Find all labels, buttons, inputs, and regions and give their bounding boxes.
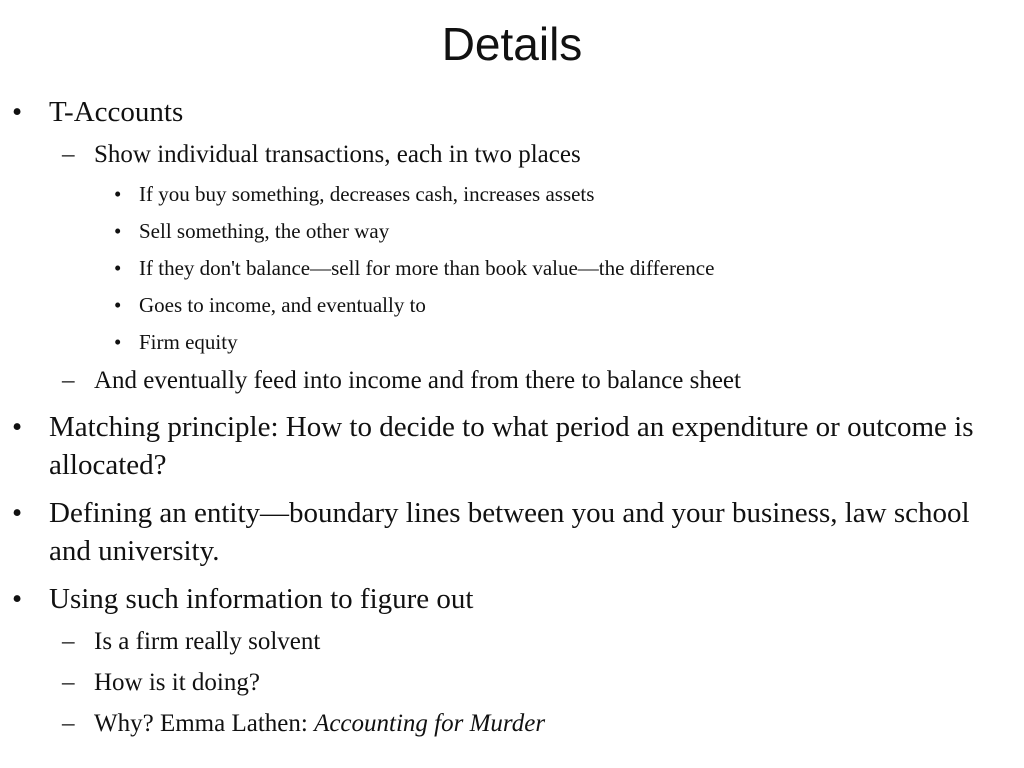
sub-bullet-text: Is a firm really solvent (94, 628, 321, 655)
sub-bullet-item (0, 625, 1024, 659)
sub-sub-bullet-text: Firm equity (139, 330, 238, 354)
bullet-icon: • (114, 293, 122, 317)
bullet-item (0, 494, 1024, 570)
bullet-icon: • (114, 219, 122, 243)
bullet-item (0, 580, 1024, 618)
dash-icon: – (62, 628, 75, 655)
bullet-icon: • (12, 497, 23, 529)
sub-bullet-text: Show individual transactions, each in two places (94, 141, 581, 168)
bullet-icon: • (114, 256, 122, 280)
bullet-icon: • (114, 182, 122, 206)
sub-sub-bullet-item (0, 180, 1024, 209)
sub-sub-bullet-text: If they don't balance—sell for more than book value—the difference (139, 256, 715, 280)
bullet-icon: • (114, 330, 122, 354)
sub-sub-bullet-item (0, 217, 1024, 246)
dash-icon: – (62, 141, 75, 168)
slide-body (0, 93, 1024, 741)
sub-bullet-text: And eventually feed into income and from there to balance sheet (94, 367, 741, 394)
sub-bullet-item (0, 138, 1024, 172)
bullet-icon: • (12, 96, 23, 128)
bullet-text: Using such information to figure out (49, 583, 474, 615)
book-title: Accounting for Murder (314, 710, 546, 737)
sub-sub-bullet-text: Goes to income, and eventually to (139, 293, 426, 317)
sub-bullet-text: How is it doing? (94, 669, 260, 696)
bullet-icon: • (12, 583, 23, 615)
bullet-text: Matching principle: How to decide to what period an expenditure or outcome is allocated? (49, 411, 974, 481)
sub-bullet-text: Why? Emma Lathen: (94, 710, 315, 737)
dash-icon: – (62, 669, 75, 696)
sub-bullet-item (0, 707, 1024, 741)
sub-sub-bullet-item (0, 291, 1024, 320)
sub-sub-bullet-text: If you buy something, decreases cash, increases assets (139, 182, 595, 206)
bullet-text: Defining an entity—boundary lines between you and your business, law school and university. (49, 497, 970, 567)
bullet-item (0, 93, 1024, 131)
sub-sub-bullet-text: Sell something, the other way (139, 219, 390, 243)
sub-sub-bullet-item (0, 254, 1024, 283)
sub-sub-bullet-item (0, 328, 1024, 357)
dash-icon: – (62, 367, 75, 394)
bullet-text: T-Accounts (49, 96, 184, 128)
sub-bullet-item (0, 666, 1024, 700)
bullet-item (0, 408, 1024, 484)
slide-title: Details (441, 18, 583, 70)
sub-bullet-item (0, 364, 1024, 398)
bullet-icon: • (12, 411, 23, 443)
dash-icon: – (62, 710, 75, 737)
